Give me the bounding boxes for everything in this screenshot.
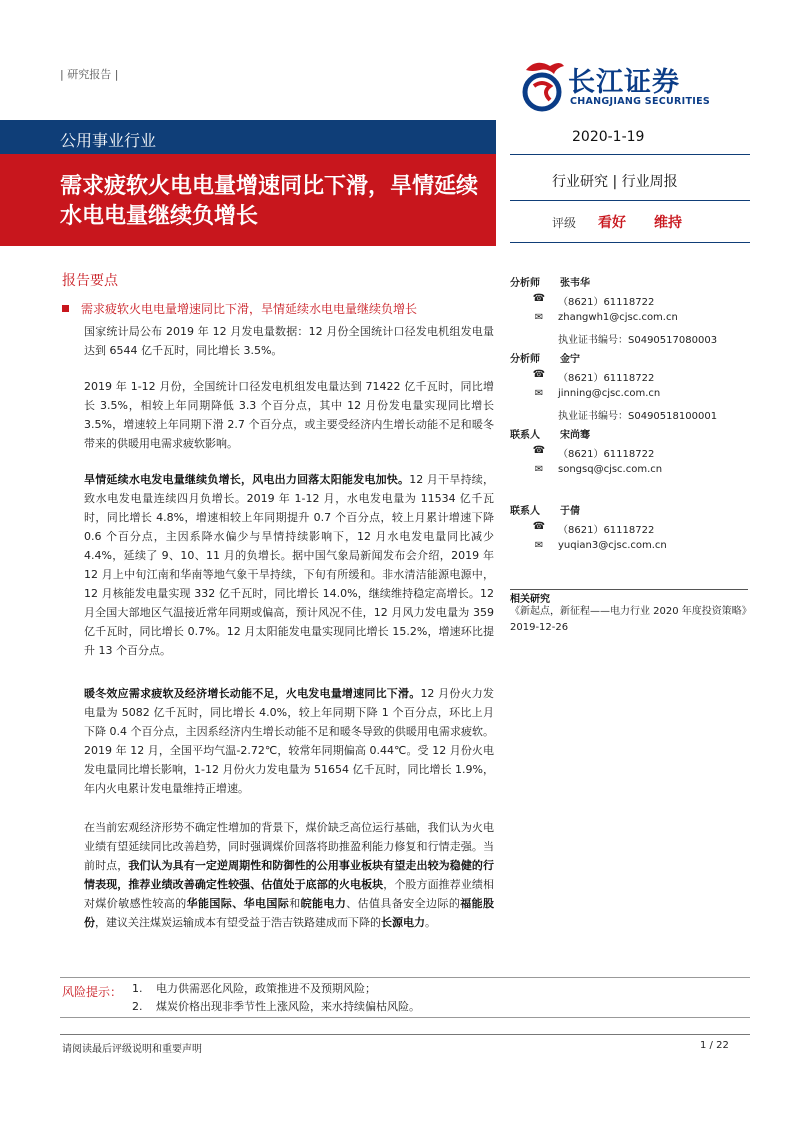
phone-icon: ☎ [532, 293, 546, 304]
contact-email[interactable] [510, 464, 750, 483]
contact-role: 联系人 [510, 430, 540, 441]
related-research-title: 相关研究 [510, 594, 550, 605]
paragraph-5-text: 和 [289, 897, 301, 910]
paragraph-3-lead: 旱情延续水电发电量继续负增长，风电出力回落太阳能发电加快。 [84, 473, 410, 486]
paragraph-5-text: 、估值具备安全边际的 [346, 897, 461, 910]
rating-label: 评级 [552, 216, 577, 230]
paragraph-3-body: 12 月干旱持续，致水电发电量连续四月负增长。2019 年 1-12 月，水电发电量为 11534 亿千瓦时，同比增长 4.8%，增速相较上年同期提升 0.7 个百分点，较上月累计增速下降 0.6 个百分点，主因系降水偏少与旱情持续影响下，12 月水电发电量同比减少 4.4%，延续了 9、10、11 月的负增长。据中国气象局新闻发布会介绍，2019 年 12 月上中旬江南和华南等地气象干旱持续，下旬有所缓和。非水清洁能源电源中，12 月核能发电量实现 332 亿千瓦时，同比增长 14.0%，继续维持稳定高增长。12 月全国大部地区气温接近常年同期或偏高，预计风况不佳，12 月风力发电量为 359 亿千瓦时，同比增长 0.7%。12 月太阳能发电量实现同比增长 15.2%，增速环比提升 13 个百分点。 [84, 473, 494, 657]
cert-number: 执业证书编号：S0490518100001 [558, 411, 718, 422]
phone-icon: ☎ [532, 445, 546, 456]
paragraph-2: 2019 年 1-12 月份，全国统计口径发电机组发电量达到 71422 亿千瓦时，同比增长 3.5%，相较上年同期降低 3.3 个百分点，其中 12 月份发电量实现同比增长 3.5%，增速较上年同期下滑 2.7 个百分点，或主要受经济内生增长动能不足和暖冬带来的供暖用电需求疲软影响。 [84, 380, 494, 450]
risk-number: 1. [132, 982, 143, 995]
related-research-link[interactable]: 《新起点，新征程——电力行业 2020 年度投资策略》2019-12-26 [510, 606, 747, 633]
contact-phone [510, 445, 750, 464]
rating-change: 维持 [654, 215, 682, 231]
contact-cert [510, 331, 750, 350]
risk-item [132, 980, 376, 996]
phone-number: （8621）61118722 [558, 297, 655, 308]
email-icon: ✉ [534, 388, 544, 399]
divider [510, 200, 750, 201]
contact-role: 联系人 [510, 506, 540, 517]
analyst-contacts [510, 274, 750, 559]
spacer [510, 483, 750, 502]
email-link[interactable]: songsq@cjsc.com.cn [558, 464, 663, 475]
report-date: 2020-1-19 [572, 129, 645, 145]
contact-name: 宋尚骞 [560, 430, 590, 441]
paragraph-5-bold: 我们认为具有一定逆周期性和防御性的公用事业板块有望走出较为稳健的行情表现，推荐业绩改善确定性较强、估值处于底部的火电板块 [84, 859, 495, 891]
stock-name: 福能股份 [84, 897, 495, 929]
contact-phone [510, 293, 750, 312]
stock-name: 长源电力 [381, 916, 425, 929]
email-link[interactable]: yuqian3@cjsc.com.cn [558, 540, 667, 551]
contact-name: 于倩 [560, 506, 580, 517]
dragon-logo-icon [520, 56, 566, 112]
email-icon: ✉ [534, 312, 544, 323]
paragraph-1: 国家统计局公布 2019 年 12 月发电量数据：12 月份全国统计口径发电机组发电量达到 6544 亿千瓦时，同比增长 3.5%。 [84, 325, 494, 357]
contact-header [510, 426, 750, 445]
logo-english-name: CHANGJIANG SECURITIES [570, 96, 711, 107]
title-banner [0, 154, 496, 246]
contact-header [510, 350, 750, 369]
stock-name: 皖能电力 [300, 897, 347, 910]
square-bullet-icon [62, 305, 69, 312]
phone-number: （8621）61118722 [558, 525, 655, 536]
industry-name: 公用事业行业 [60, 131, 157, 150]
paragraph-5-text: ，建议关注煤炭运输成本有望受益于浩吉铁路建成而下降的 [95, 916, 381, 929]
email-icon: ✉ [534, 464, 544, 475]
logo-chinese-name: 长江证券 [568, 67, 680, 98]
page-number: 1 / 22 [700, 1040, 729, 1051]
phone-number: （8621）61118722 [558, 449, 655, 460]
paragraph-5-text: 在当前宏观经济形势不确定性增加的背景下，煤价缺乏高位运行基础，我们认为火电业绩有望延续同比改善趋势，同时强调煤价回落将助推盈利能力修复和行情走强。当前时点， [84, 821, 494, 872]
footer-divider [60, 1034, 750, 1035]
cert-number: 执业证书编号：S0490517080003 [558, 335, 718, 346]
risk-number: 2. [132, 1000, 143, 1013]
contact-name: 张韦华 [560, 278, 590, 289]
divider [60, 1017, 750, 1018]
email-link[interactable]: jinning@cjsc.com.cn [558, 388, 661, 399]
contact-phone [510, 521, 750, 540]
paragraph-5-text: 。 [425, 916, 436, 929]
contact-email[interactable] [510, 540, 750, 559]
paragraph-3 [84, 470, 494, 660]
report-tag: | 研究报告 | [60, 68, 119, 81]
report-title: 需求疲软火电电量增速同比下滑，旱情延续水电电量继续负增长 [60, 174, 479, 229]
risk-item [132, 998, 420, 1014]
key-point-text: 需求疲软火电电量增速同比下滑，旱情延续水电电量继续负增长 [81, 302, 418, 316]
divider [510, 154, 750, 155]
paragraph-5 [84, 818, 494, 932]
footer-disclaimer: 请阅读最后评级说明和重要声明 [62, 1044, 202, 1055]
section-title: 报告要点 [62, 273, 118, 289]
paragraph-4-body: 12 月份火力发电量为 5082 亿千瓦时，同比增长 4.0%，较上年同期下降 1 个百分点，环比上月下降 0.4 个百分点，主因系经济内生增长动能不足和暖冬导致的供暖用电需求疲软。2019 年 12 月，全国平均气温-2.72℃，较常年同期偏高 0.44℃。受 12 月份火电发电量同比增长影响，1-12 月份火力发电量为 51654 亿千瓦时，同比增长 1.9%，年内火电累计发电量维持正增速。 [84, 687, 495, 795]
rating-value: 看好 [598, 215, 626, 231]
phone-number: （8621）61118722 [558, 373, 655, 384]
divider [60, 977, 750, 978]
phone-icon: ☎ [532, 521, 546, 532]
contact-email[interactable] [510, 312, 750, 331]
contact-email[interactable] [510, 388, 750, 407]
contact-phone [510, 369, 750, 388]
contact-header [510, 502, 750, 521]
risk-text: 煤炭价格出现非季节性上涨风险，来水持续偏枯风险。 [156, 1000, 420, 1013]
contact-role: 分析师 [510, 278, 540, 289]
risk-label: 风险提示： [62, 985, 123, 999]
paragraph-4 [84, 684, 494, 798]
risk-text: 电力供需恶化风险，政策推进不及预期风险； [156, 982, 376, 995]
email-icon: ✉ [534, 540, 544, 551]
contact-name: 金宁 [560, 354, 580, 365]
key-point-bullet [62, 300, 417, 317]
email-link[interactable]: zhangwh1@cjsc.com.cn [558, 312, 678, 323]
contact-role: 分析师 [510, 354, 540, 365]
company-logo [520, 56, 730, 114]
paragraph-5-text: ，个股方面推荐业绩相对煤价敏感性较高的 [84, 878, 494, 910]
contact-header [510, 274, 750, 293]
paragraph-4-lead: 暖冬效应需求疲软及经济增长动能不足，火电发电量增速同比下滑。 [84, 687, 421, 700]
stock-names: 华能国际、华电国际 [186, 897, 290, 910]
report-type: 行业研究 | 行业周报 [552, 174, 678, 190]
contact-cert [510, 407, 750, 426]
phone-icon: ☎ [532, 369, 546, 380]
divider [510, 242, 750, 243]
industry-banner [0, 120, 496, 154]
